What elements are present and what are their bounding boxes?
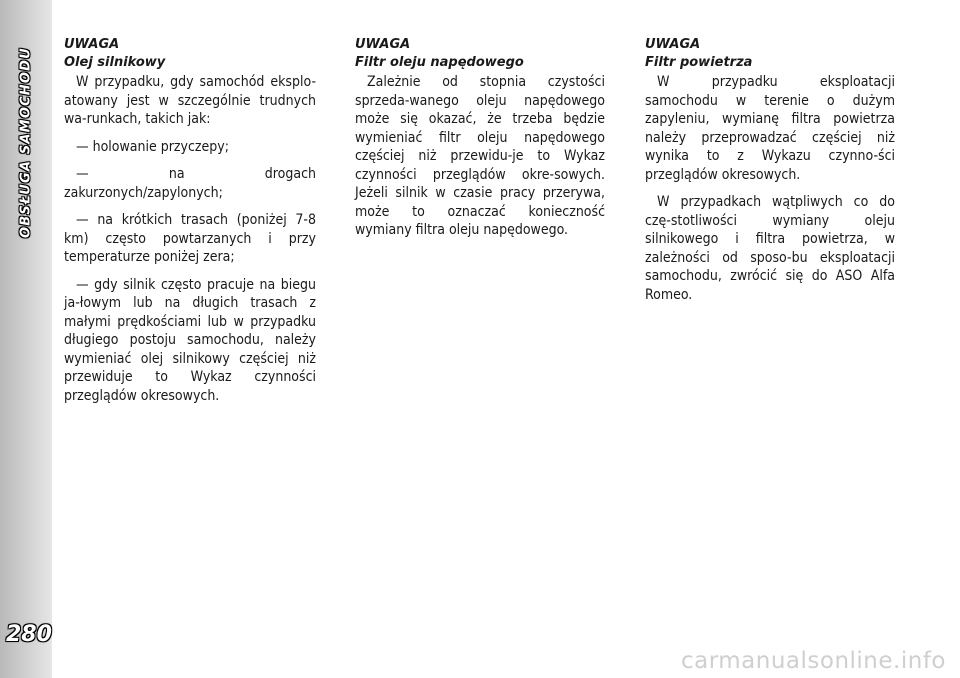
warning-subheading: Filtr powietrza bbox=[645, 55, 753, 70]
warning-subheading: Olej silnikowy bbox=[64, 55, 166, 70]
warning-subheading: Filtr oleju napędowego bbox=[355, 55, 524, 70]
section-title: OBSŁUGA SAMOCHODU bbox=[18, 47, 34, 239]
sidebar-band bbox=[0, 0, 52, 678]
warning-heading: UWAGA bbox=[64, 37, 120, 52]
paragraph: W przypadkach wątpliwych co do czę-stotliwości wymiany oleju silnikowego i filtra powietrza, w zależności od sposo-bu eksploatacji samochodu, zwrócić się do ASO Alfa Romeo. bbox=[645, 194, 895, 303]
column-air-filter bbox=[645, 36, 895, 313]
paragraph: W przypadku, gdy samochód eksplo-atowany jest w szczególnie trudnych wa-runkach, takich jak: bbox=[64, 74, 316, 127]
warning-heading: UWAGA bbox=[645, 37, 701, 52]
column-fuel-filter bbox=[355, 36, 605, 249]
column-engine-oil bbox=[64, 36, 316, 414]
page-number: 280 bbox=[6, 622, 52, 647]
watermark: carmanualsonline.info bbox=[680, 648, 946, 674]
paragraph: Zależnie od stopnia czystości sprzeda-wanego oleju napędowego może się okazać, że trzeba będzie wymieniać filtr oleju napędowego częściej niż przewidu-je to Wykaz czynności przeglądów okre-sowych. Jeżeli silnik w czasie pracy przerywa, może to oznaczać konieczność wymiany filtra oleju napędowego. bbox=[355, 74, 605, 238]
list-item: — holowanie przyczepy; bbox=[76, 138, 229, 155]
warning-heading: UWAGA bbox=[355, 37, 411, 52]
list-item: — na drogach zakurzonych/zapylonych; bbox=[64, 166, 316, 201]
list-item: — gdy silnik często pracuje na biegu ja-łowym lub na długich trasach z małymi prędkościami lub w przypadku długiego postoju samochodu, należy wymieniać olej silnikowy częściej niż przewiduje to Wykaz czynności przeglądów okresowych. bbox=[64, 276, 316, 404]
list-item: — na krótkich trasach (poniżej 7-8 km) często powtarzanych i przy temperaturze poniżej zera; bbox=[64, 212, 316, 265]
paragraph: W przypadku eksploatacji samochodu w terenie o dużym zapyleniu, wymianę filtra powietrza należy przeprowadzać częściej niż wynika to z Wykazu czynno-ści przeglądów okresowych. bbox=[645, 74, 895, 183]
